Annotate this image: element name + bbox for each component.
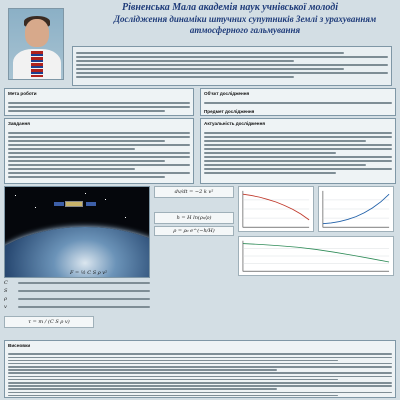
tasks-label: Завдання [8,121,30,126]
goal-label: Мета роботи [8,91,37,96]
poster-title: Дослідження динаміки штучних супутників Землі з урахуванням атмосферного гальмування [113,14,377,35]
tasks-panel [4,118,194,184]
legend-row: ρ [4,296,150,302]
formulas-graphs-area [154,186,396,278]
legend-row: v [4,304,150,310]
chart-series-line [243,194,309,220]
conclusions-panel [4,340,396,398]
object-subject-panel [200,88,396,116]
legend-area [4,280,150,338]
subject-label: Предмет дослідження [204,108,255,114]
graph-period [238,236,394,276]
formula-drag: dv/dt = −2 k v² [154,186,234,198]
conclusions-label: Висновки [8,343,31,348]
relevance-panel [200,118,396,184]
author-photo-icon [8,8,64,80]
legend-row: C [4,280,150,286]
relevance-label: Актуальність дослідження [204,121,266,126]
object-label: Об'єкт дослідження [204,91,250,96]
goal-panel [4,88,194,116]
organization-title: Рівненська Мала академія наук учнівської молоді [122,2,338,13]
formula-density: ρ = ρ₀ e^(−h/H) [154,226,234,236]
formula-force: F = ½ C S ρ v² [70,270,108,276]
graph-velocity [318,186,394,232]
chart-series-line [243,244,389,262]
formula-orbit: h = H ln(ρ₀/ρ) [154,212,234,224]
legend-row: S [4,288,150,294]
graph-altitude [238,186,314,232]
earth-satellite-icon [4,186,150,278]
formula-lifetime: τ = m / (C S ρ v) [4,316,94,328]
author-info-panel [72,46,392,86]
